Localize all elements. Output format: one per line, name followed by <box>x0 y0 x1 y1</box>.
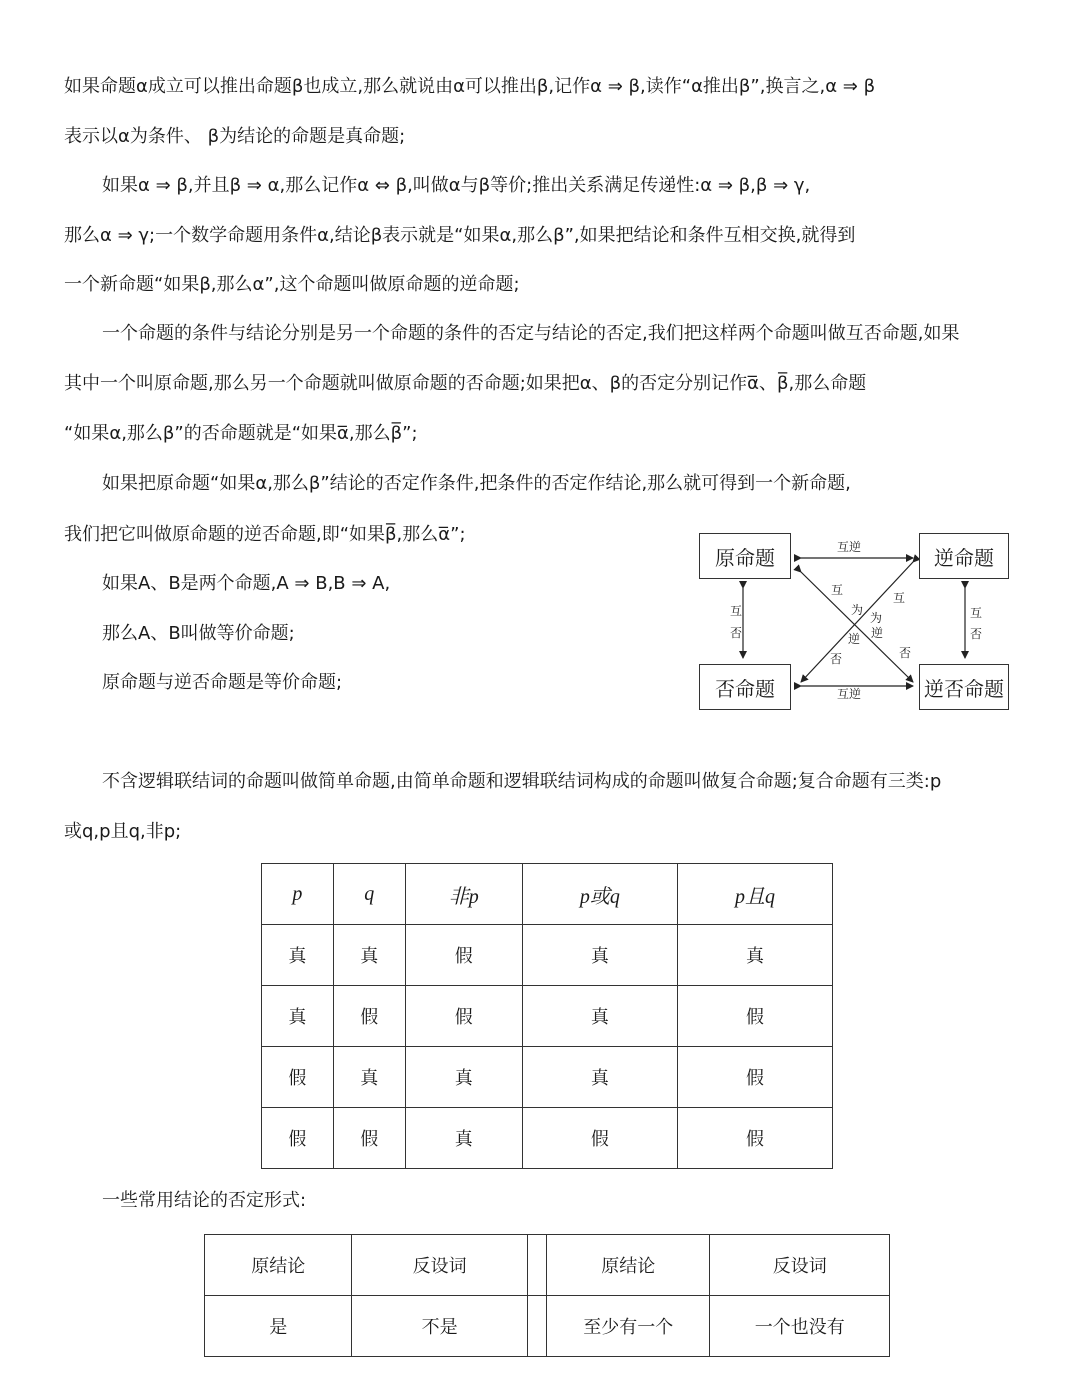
negation-table-divider <box>527 1235 546 1296</box>
truth-table-header-cell: p <box>262 864 334 925</box>
truth-table-cell: 假 <box>262 1047 334 1108</box>
label-diag2-4: 否 <box>830 652 843 666</box>
truth-table-cell: 真 <box>333 925 405 986</box>
truth-table-cell: 假 <box>405 925 522 986</box>
label-diag2-2: 为 <box>870 611 883 625</box>
paragraph-equivalence: 如果α ⇒ β,并且β ⇒ α,那么记作α ⇔ β,叫做α与β等价;推出关系满足传递性:α ⇒ β,β ⇒ γ, <box>102 175 811 196</box>
negation-table-header-cell: 原结论 <box>546 1235 709 1296</box>
four-propositions-diagram <box>697 528 1015 716</box>
truth-table <box>261 863 833 1169</box>
paragraph-implication-definition: 如果命题α成立可以推出命题β也成立,那么就说由α可以推出β,记作α ⇒ β,读作“α推出β”,换言之,α ⇒ β <box>64 76 876 97</box>
negation-table-cell: 一个也没有 <box>710 1296 890 1357</box>
paragraph-equivalent-propositions-condition: 如果A、B是两个命题,A ⇒ B,B ⇒ A, <box>102 573 391 594</box>
truth-table-cell: 真 <box>262 986 334 1047</box>
label-top-mutual-converse: 互逆 <box>837 540 862 554</box>
negation-table-cell: 不是 <box>352 1296 528 1357</box>
negation-table-cell: 至少有一个 <box>546 1296 709 1357</box>
negation-table-header-row <box>205 1235 890 1296</box>
truth-table-cell: 假 <box>262 1108 334 1169</box>
paragraph-inverse-naming: 其中一个叫原命题,那么另一个命题就叫做原命题的否命题;如果把α、β的否定分别记作α̅、β̅,那么命题 <box>64 373 867 394</box>
label-bottom-mutual-converse: 互逆 <box>837 687 862 701</box>
label-diag2-3: 逆 <box>848 632 861 646</box>
label-diag1-1: 互 <box>831 583 844 597</box>
truth-table-cell: 假 <box>677 1047 832 1108</box>
truth-table-header-cell: p且q <box>677 864 832 925</box>
label-left-1: 互 <box>729 604 742 618</box>
label-right-2: 否 <box>969 627 982 641</box>
box-inverse-proposition: 否命题 <box>699 664 791 710</box>
paragraph-equivalent-propositions: 那么A、B叫做等价命题; <box>102 623 295 644</box>
truth-table-header-row <box>262 864 833 925</box>
negation-table-divider <box>527 1296 546 1357</box>
label-right-1: 互 <box>969 606 982 620</box>
paragraph-contrapositive-definition: 如果把原命题“如果α,那么β”结论的否定作条件,把条件的否定作结论,那么就可得到一个新命题, <box>102 473 851 494</box>
truth-table-row <box>262 1108 833 1169</box>
diagonal-arrow-converse-inverse <box>801 562 913 682</box>
truth-table-header-cell: p或q <box>522 864 677 925</box>
paragraph-inverse-form: “如果α,那么β”的否命题就是“如果α̅,那么β̅”; <box>64 423 418 444</box>
negation-forms-table <box>204 1234 890 1357</box>
paragraph-inverse-definition: 一个命题的条件与结论分别是另一个命题的条件的否定与结论的否定,我们把这样两个命题叫做互否命题,如果 <box>102 323 960 344</box>
truth-table-cell: 真 <box>522 1047 677 1108</box>
truth-table-row <box>262 925 833 986</box>
truth-table-row <box>262 1047 833 1108</box>
label-diag2-1: 互 <box>893 591 906 605</box>
negation-table-cell: 是 <box>205 1296 352 1357</box>
truth-table-cell: 假 <box>333 1108 405 1169</box>
paragraph-converse: 一个新命题“如果β,那么α”,这个命题叫做原命题的逆命题; <box>64 274 520 295</box>
paragraph-contrapositive-form: 我们把它叫做原命题的逆否命题,即“如果β̅,那么α̅”; <box>64 524 466 545</box>
truth-table-cell: 真 <box>522 986 677 1047</box>
truth-table-cell: 真 <box>522 925 677 986</box>
negation-table-header-cell: 原结论 <box>205 1235 352 1296</box>
truth-table-cell: 假 <box>677 1108 832 1169</box>
box-converse-proposition: 逆命题 <box>919 533 1009 579</box>
truth-table-header-cell: q <box>333 864 405 925</box>
label-left-2: 否 <box>729 626 742 640</box>
box-contrapositive-proposition: 逆否命题 <box>919 664 1009 710</box>
box-original-proposition: 原命题 <box>699 533 791 579</box>
truth-table-cell: 假 <box>333 986 405 1047</box>
negation-table-header-cell: 反设词 <box>352 1235 528 1296</box>
diagonal-arrow-original-contrapositive <box>801 572 913 682</box>
truth-table-cell: 真 <box>677 925 832 986</box>
truth-table-cell: 真 <box>405 1108 522 1169</box>
label-diag1-2: 为 <box>851 603 864 617</box>
paragraph-implication-meaning: 表示以α为条件、 β为结论的命题是真命题; <box>64 126 406 147</box>
label-diag1-4: 否 <box>899 646 912 660</box>
paragraph-transitivity: 那么α ⇒ γ;一个数学命题用条件α,结论β表示就是“如果α,那么β”,如果把结论和条件互相交换,就得到 <box>64 225 856 246</box>
truth-table-cell: 假 <box>677 986 832 1047</box>
truth-table-cell: 假 <box>522 1108 677 1169</box>
truth-table-cell: 假 <box>405 986 522 1047</box>
negation-table-header-cell: 反设词 <box>710 1235 890 1296</box>
paragraph-compound-propositions: 不含逻辑联结词的命题叫做简单命题,由简单命题和逻辑联结词构成的命题叫做复合命题;复合命题有三类:p <box>102 771 942 792</box>
negation-table-row <box>205 1296 890 1357</box>
truth-table-cell: 真 <box>405 1047 522 1108</box>
truth-table-row <box>262 986 833 1047</box>
paragraph-original-contrapositive-equivalent: 原命题与逆否命题是等价命题; <box>102 672 343 693</box>
paragraph-negation-forms-heading: 一些常用结论的否定形式: <box>102 1190 307 1211</box>
truth-table-header-cell: 非p <box>405 864 522 925</box>
truth-table-cell: 真 <box>333 1047 405 1108</box>
paragraph-compound-types: 或q,p且q,非p; <box>64 821 182 842</box>
label-diag1-3: 逆 <box>871 626 884 640</box>
truth-table-cell: 真 <box>262 925 334 986</box>
